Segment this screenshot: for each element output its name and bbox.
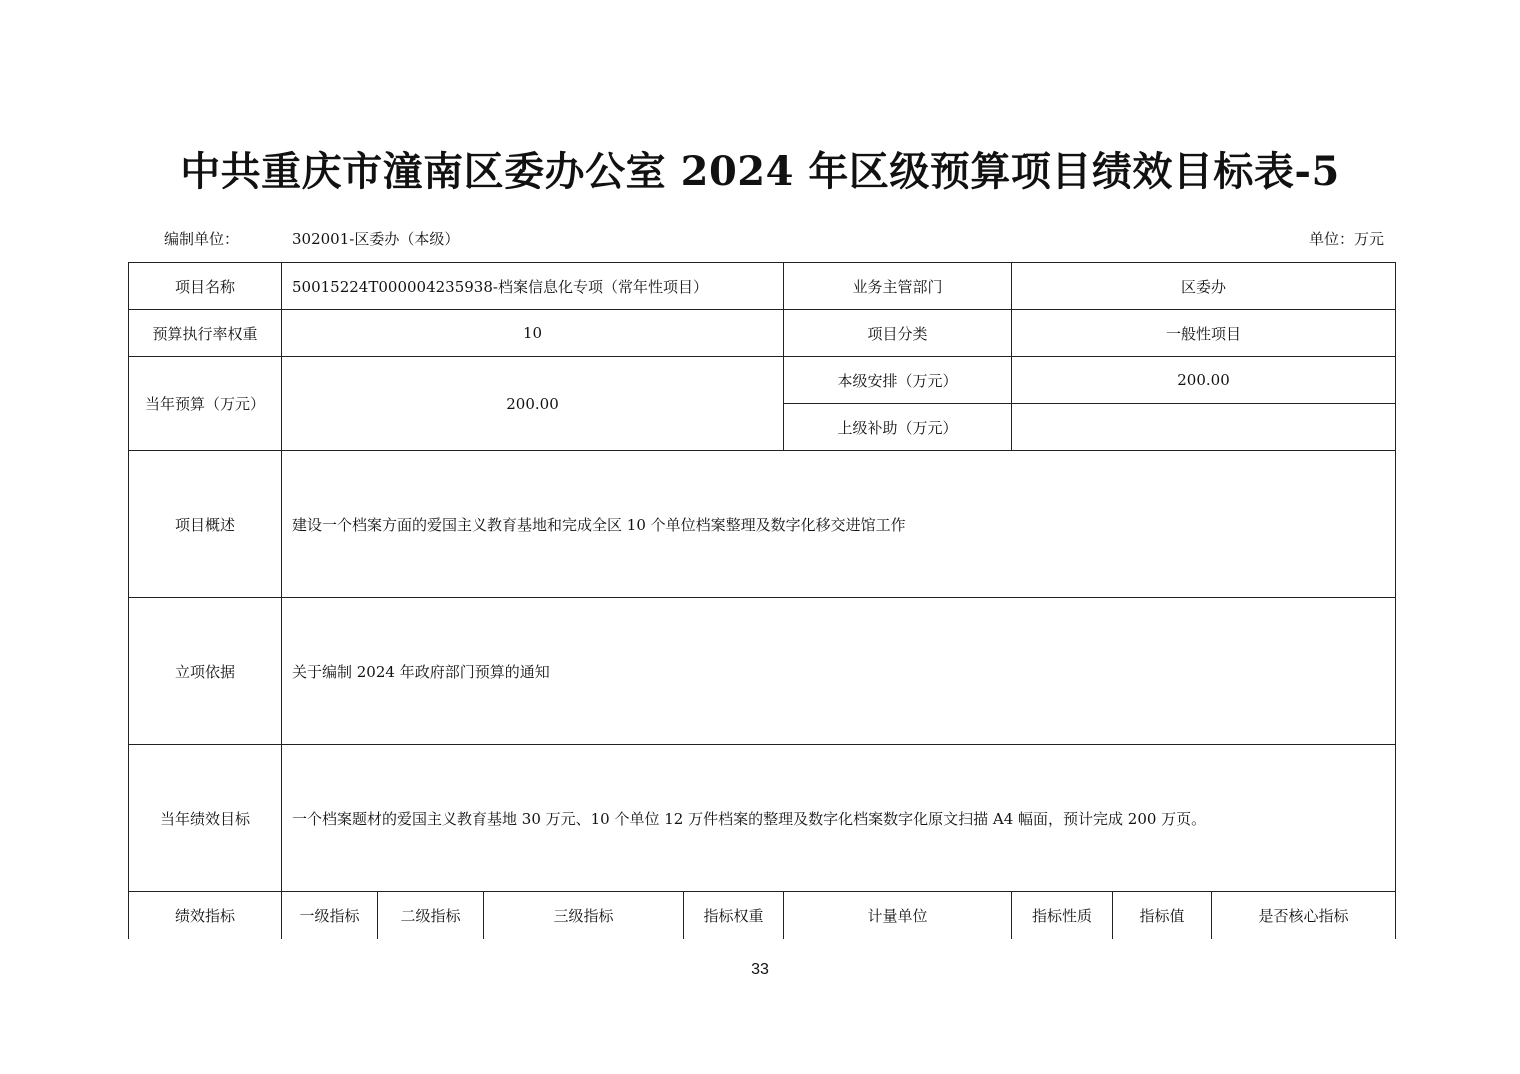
indicator-header: 三级指标	[484, 892, 684, 939]
indicator-header: 二级指标	[378, 892, 484, 939]
compiling-unit-value: 302001-区委办（本级）	[292, 230, 460, 248]
page-title: 中共重庆市潼南区委办公室 2024 年区级预算项目绩效目标表-5	[180, 148, 1340, 195]
budget-label: 当年预算（万元）	[129, 357, 282, 451]
currency-unit: 单位：万元	[1308, 230, 1384, 248]
upper-subsidy-label: 上级补助（万元）	[784, 404, 1012, 451]
indicator-header: 绩效指标	[129, 892, 282, 939]
table-row	[129, 263, 1396, 310]
page-number: 33	[751, 961, 769, 978]
dept-label: 业务主管部门	[784, 263, 1012, 310]
table-row	[129, 310, 1396, 357]
indicator-header: 指标性质	[1012, 892, 1113, 939]
dept-value: 区委办	[1012, 263, 1396, 310]
overview-value: 建设一个档案方面的爱国主义教育基地和完成全区 10 个单位档案整理及数字化移交进馆工作	[282, 451, 1396, 598]
category-value: 一般性项目	[1012, 310, 1396, 357]
table-row	[129, 598, 1396, 745]
local-arrangement-label: 本级安排（万元）	[784, 357, 1012, 404]
goal-value: 一个档案题材的爱国主义教育基地 30 万元、10 个单位 12 万件档案的整理及数字化档案数字化原文扫描 A4 幅面，预计完成 200 万页。	[282, 745, 1396, 892]
category-label: 项目分类	[784, 310, 1012, 357]
upper-subsidy-value	[1012, 404, 1396, 451]
compiling-unit-label: 编制单位：	[164, 230, 240, 248]
table-row	[129, 357, 1396, 404]
project-name-label: 项目名称	[129, 263, 282, 310]
table-row	[129, 745, 1396, 892]
indicator-header: 一级指标	[282, 892, 378, 939]
indicator-header: 是否核心指标	[1212, 892, 1396, 939]
budget-value: 200.00	[282, 357, 784, 451]
exec-weight-label: 预算执行率权重	[129, 310, 282, 357]
indicator-header: 计量单位	[784, 892, 1012, 939]
goal-label: 当年绩效目标	[129, 745, 282, 892]
overview-label: 项目概述	[129, 451, 282, 598]
basis-label: 立项依据	[129, 598, 282, 745]
indicator-header: 指标值	[1113, 892, 1212, 939]
project-name-value: 50015224T000004235938-档案信息化专项（常年性项目）	[282, 263, 784, 310]
exec-weight-value: 10	[282, 310, 784, 357]
basis-value: 关于编制 2024 年政府部门预算的通知	[282, 598, 1396, 745]
indicator-header-row	[129, 892, 1396, 939]
indicator-header: 指标权重	[684, 892, 784, 939]
performance-target-table	[128, 262, 1396, 939]
table-row	[129, 451, 1396, 598]
local-arrangement-value: 200.00	[1012, 357, 1396, 404]
